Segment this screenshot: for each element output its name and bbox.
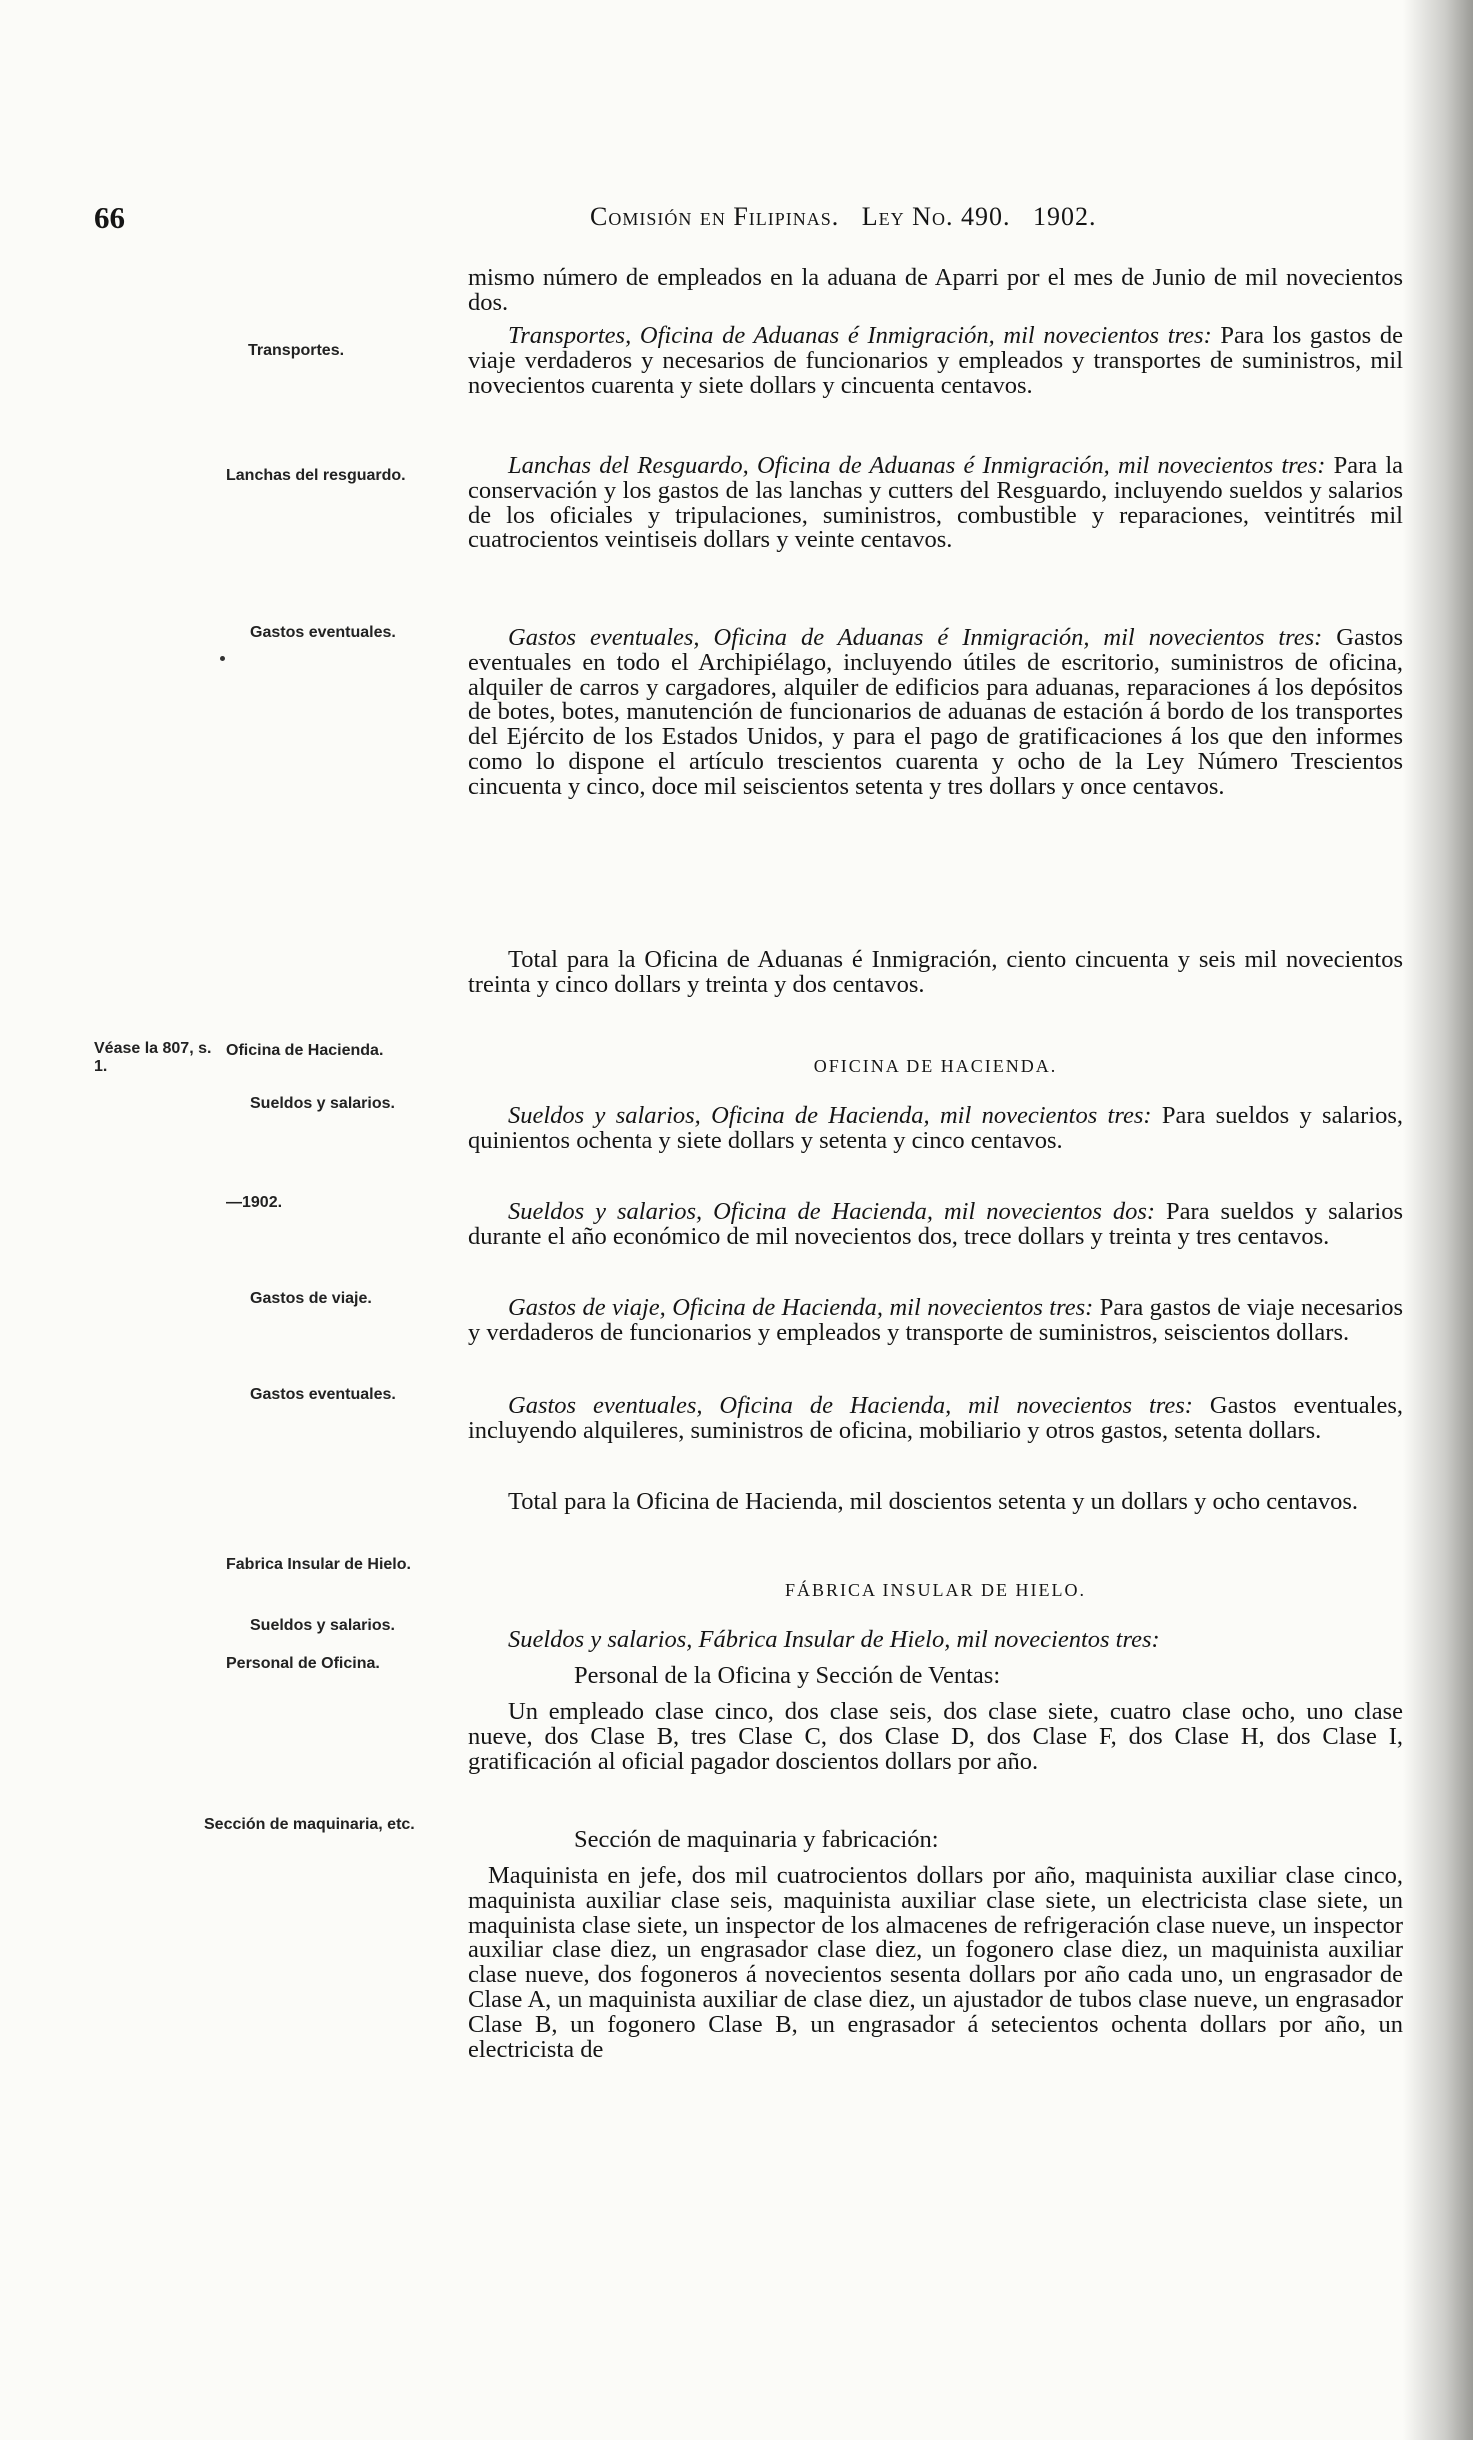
item-body: Gastos eventuales, incluyendo alquileres, suministros de oficina, mobiliario y otros gastos, setenta dollars. [468, 1392, 1403, 1444]
item-heading: Transportes, Oficina de Aduanas é Inmigración, mil novecientos tres: [508, 322, 1212, 349]
margin-note-gastos-eventuales-aduanas: Gastos eventuales. [250, 624, 396, 641]
margin-note-oficina-hacienda: Oficina de Hacienda. [226, 1042, 384, 1059]
item-body: Para la conservación y los gastos de las lanchas y cutters del Resguardo, incluyendo sueldos y salarios de los oficiales y tripulaciones, suministros, combustible y reparaciones, veintitrés mil cuatrocientos veintiseis dollars y veinte centavos. [468, 452, 1403, 554]
paragraph-empleados-oficina: Un empleado clase cinco, dos clase seis, dos clase siete, cuatro clase ocho, uno clase nueve, dos Clase B, tres Clase C, dos Clase D, dos Clase F, dos Clase H, dos Clase I, gratificación al oficial pagador doscientos dollars por año. [468, 1698, 1403, 1775]
margin-note-reference: Véase la 807, s. 1. [94, 1040, 212, 1075]
margin-dot [220, 656, 225, 661]
margin-note-fabrica-hielo: Fabrica Insular de Hielo. [226, 1556, 411, 1573]
paragraph-maquinistas: Maquinista en jefe, dos mil cuatrocientos dollars por año, maquinista auxiliar clase cinco, maquinista auxiliar clase seis, maquinista auxiliar clase siete, un electricista clase siete, un maquinista clase siete, un inspector de los almacenes de refrigeración clase nueve, un inspector auxiliar clase diez, un engrasador clase diez, un fogonero clase diez, un maquinista auxiliar clase nueve, dos fogoneros á novecientos sesenta dollars por año cada uno, un engrasador de Clase A, un maquinista auxiliar de clase diez, un ajustador de tubos clase nueve, un engrasador Clase B, un fogonero Clase B, un engrasador á setecientos ochenta dollars por año, un electricista de [468, 1862, 1403, 2063]
item-heading: Gastos eventuales, Oficina de Hacienda, mil novecientos tres: [508, 1392, 1193, 1419]
item-body: Para sueldos y salarios, quinientos ochenta y siete dollars y setenta y cinco centavos. [468, 1102, 1404, 1154]
paragraph-total-hacienda: Total para la Oficina de Hacienda, mil doscientos setenta y un dollars y ocho centavos. [508, 1488, 1359, 1515]
paragraph-transportes [468, 324, 1403, 398]
year: 1902. [1032, 202, 1097, 231]
paragraph-sueldos-hacienda-1903 [468, 1104, 1403, 1154]
item-heading: Sueldos y salarios, Oficina de Hacienda, mil novecientos tres: [508, 1102, 1152, 1129]
item-body: Para gastos de viaje necesarios y verdaderos de funcionarios y empleados y transporte de suministros, seiscientos dollars. [468, 1294, 1403, 1346]
item-heading: Gastos eventuales, Oficina de Aduanas é Inmigración, mil novecientos tres: [508, 624, 1323, 651]
item-body: Para los gastos de viaje verdaderos y necesarios de funcionarios y empleados y transportes de suministros, mil novecientos cuarenta y siete dollars y cincuenta centavos. [468, 322, 1403, 399]
margin-note-gastos-viaje: Gastos de viaje. [250, 1290, 372, 1307]
paragraph-gastos-eventuales-hacienda [468, 1394, 1403, 1444]
paragraph-seccion-maquinaria: Sección de maquinaria y fabricación: [574, 1826, 939, 1853]
margin-note-seccion-maquinaria: Sección de maquinaria, etc. [204, 1816, 415, 1833]
running-head [590, 202, 1290, 232]
margin-note-transportes: Transportes. [248, 342, 345, 359]
margin-note-sueldos-hacienda: Sueldos y salarios. [250, 1095, 395, 1112]
item-heading: Gastos de viaje, Oficina de Hacienda, mil novecientos tres: [508, 1294, 1094, 1321]
paragraph-total-aduanas: Total para la Oficina de Aduanas é Inmigración, ciento cincuenta y seis mil novecientos treinta y cinco dollars y treinta y dos centavos. [468, 946, 1403, 998]
paragraph-continuation: mismo número de empleados en la aduana de Aparri por el mes de Junio de mil novecientos dos. [468, 264, 1403, 316]
paragraph-sueldos-hielo [468, 1628, 1403, 1653]
law-number: Ley No. 490. [861, 202, 1011, 231]
running-title: Comisión en Filipinas. [590, 202, 840, 231]
section-heading-hacienda: OFICINA DE HACIENDA. [813, 1056, 1058, 1076]
margin-note-gastos-eventuales-hacienda: Gastos eventuales. [250, 1386, 396, 1403]
page-number: 66 [94, 200, 125, 235]
item-heading: Sueldos y salarios, Oficina de Hacienda, mil novecientos dos: [508, 1198, 1156, 1225]
margin-note-sueldos-hielo: Sueldos y salarios. [250, 1617, 395, 1634]
margin-note-personal-oficina: Personal de Oficina. [226, 1655, 380, 1672]
page-edge-shadow [1403, 0, 1473, 2440]
item-body: Gastos eventuales en todo el Archipiélago, incluyendo útiles de escritorio, suministros de oficina, alquiler de carros y cargadores, alquiler de edificios para aduanas, reparaciones á los depósitos de botes, botes, manutención de funcionarios de aduanas de estación á bordo de los transportes del Ejército de los Estados Unidos, y para el pago de gratificaciones á los que den informes como lo dispone el artículo trescientos cuarenta y ocho de la Ley Número Trescientos cincuenta y cinco, doce mil seiscientos setenta y tres dollars y once centavos. [468, 624, 1403, 800]
paragraph-lanchas [468, 454, 1403, 553]
margin-note-lanchas: Lanchas del resguardo. [226, 467, 406, 484]
item-heading: Sueldos y salarios, Fábrica Insular de Hielo, mil novecientos tres: [508, 1626, 1160, 1653]
margin-note-1902: —1902. [226, 1194, 283, 1211]
item-body: Para sueldos y salarios durante el año económico de mil novecientos dos, trece dollars y treinta y tres centavos. [468, 1198, 1403, 1250]
item-heading: Lanchas del Resguardo, Oficina de Aduanas é Inmigración, mil novecientos tres: [508, 452, 1326, 479]
paragraph-gastos-viaje [468, 1296, 1403, 1346]
paragraph-sueldos-hacienda-1902 [468, 1200, 1403, 1250]
section-heading-hielo: FÁBRICA INSULAR DE HIELO. [784, 1580, 1086, 1600]
paragraph-personal-oficina: Personal de la Oficina y Sección de Ventas: [574, 1662, 1001, 1689]
paragraph-gastos-eventuales-aduanas [468, 626, 1403, 800]
